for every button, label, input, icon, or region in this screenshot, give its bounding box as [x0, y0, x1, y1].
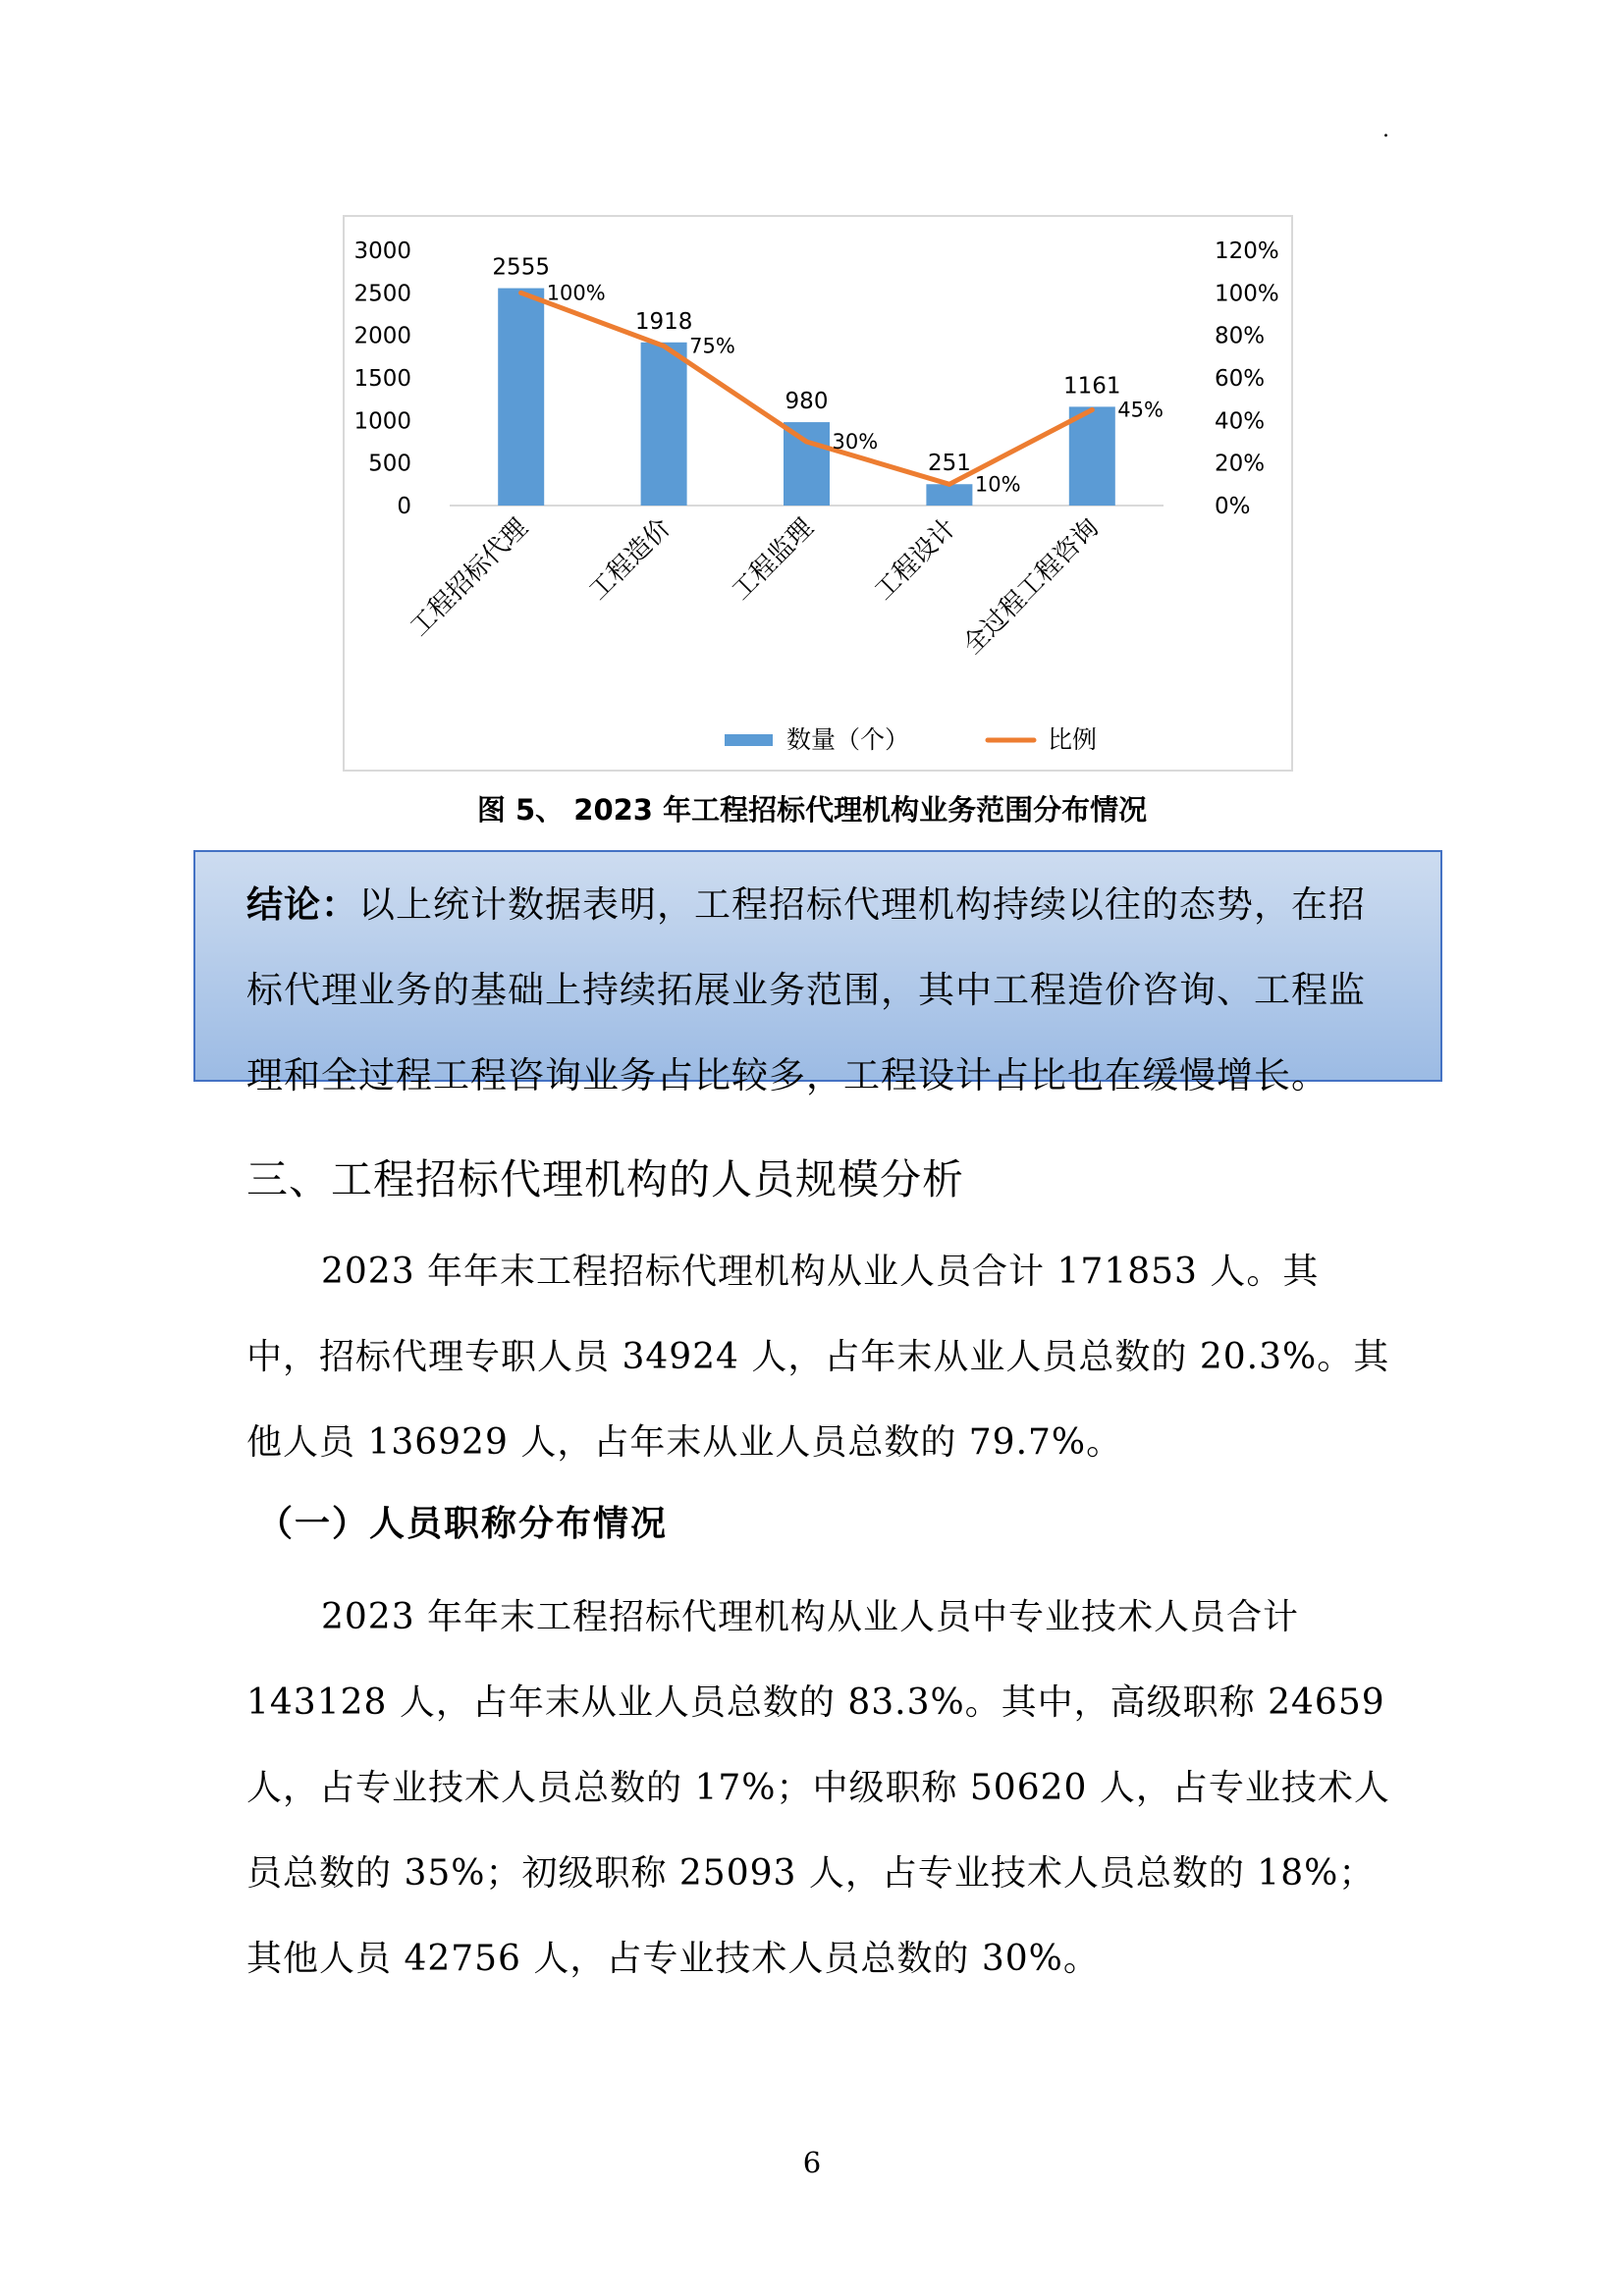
- y-axis-tick-label: 500: [368, 451, 411, 477]
- chart-canvas: [345, 217, 1291, 770]
- figure-caption: 图 5、 2023 年工程招标代理机构业务范围分布情况: [476, 793, 1148, 827]
- legend-bar-swatch: [725, 734, 773, 746]
- line-data-label: 75%: [689, 334, 735, 358]
- y-axis-tick-label: 2000: [353, 323, 411, 349]
- line-data-label: 30%: [832, 430, 879, 454]
- y-axis-tick-label: 1000: [353, 408, 411, 435]
- y-axis-tick-label: 0: [397, 494, 411, 519]
- y-axis-tick-label: 3000: [353, 239, 411, 264]
- conclusion-box: [193, 850, 1442, 1096]
- bar-data-label: 251: [927, 451, 971, 477]
- ratio-point-1: [662, 344, 667, 348]
- line-data-label: 45%: [1117, 398, 1164, 422]
- subsection-title: （一）人员职称分布情况: [257, 1504, 669, 1544]
- bar-2: [784, 422, 830, 506]
- y2-axis-tick-label: 20%: [1215, 451, 1266, 477]
- legend-line-label: 比例: [1048, 725, 1098, 754]
- bar-data-label: 2555: [492, 254, 550, 281]
- conclusion-label: 结论：: [246, 883, 358, 926]
- header-mark: .: [1382, 118, 1389, 142]
- line-data-label: 100%: [546, 281, 606, 305]
- conclusion-text: 以上统计数据表明，工程招标代理机构持续以往的态势，在招标代理业务的基础上持续拓展业务范围，其中工程造价咨询、工程监理和全过程工程咨询业务占比较多，工程设计占比也在缓慢增长。: [246, 883, 1366, 1096]
- y2-axis-tick-label: 60%: [1215, 366, 1266, 392]
- bar-data-label: 980: [785, 389, 829, 415]
- y2-axis-tick-label: 80%: [1215, 323, 1266, 349]
- x-axis-category-label: 工程造价: [583, 512, 677, 607]
- legend-bar-label: 数量（个）: [786, 725, 910, 754]
- business-scope-chart: [343, 215, 1293, 772]
- paragraph-staff-total: 2023 年年末工程招标代理机构从业人员合计 171853 人。其中，招标代理专职人员 34924 人，占年末从业人员总数的 20.3%。其他人员 136929 人，占年末从业人员总数的 79.7%。: [246, 1252, 1390, 1463]
- ratio-point-4: [1090, 407, 1095, 412]
- bar-0: [498, 289, 544, 506]
- x-axis-category-label: 全过程工程咨询: [957, 512, 1106, 661]
- bar-1: [641, 343, 687, 506]
- ratio-point-3: [947, 482, 951, 487]
- y-axis-tick-label: 2500: [353, 281, 411, 307]
- page-number: 6: [802, 2146, 822, 2179]
- y2-axis-tick-label: 120%: [1215, 239, 1279, 264]
- bar-data-label: 1918: [634, 308, 693, 335]
- x-axis-category-label: 工程招标代理: [405, 512, 534, 643]
- bar-data-label: 1161: [1063, 373, 1121, 400]
- y2-axis-tick-label: 100%: [1215, 281, 1279, 307]
- paragraph-title-distribution: 2023 年年末工程招标代理机构从业人员中专业技术人员合计 143128 人，占年末从业人员总数的 83.3%。其中，高级职称 24659 人，占专业技术人员总数的 17%；中级职称 50620 人，占专业技术人员总数的 35%；初级职称 25093 人，占专业技术人员总数的 18%；其他人员 42756 人，占专业技术人员总数的 30%。: [246, 1597, 1390, 1979]
- bar-4: [1069, 406, 1115, 506]
- x-axis-category-label: 工程监理: [726, 512, 820, 607]
- section-title: 三、工程招标代理机构的人员规模分析: [246, 1155, 965, 1203]
- line-data-label: 10%: [974, 472, 1021, 497]
- ratio-point-0: [518, 291, 523, 295]
- ratio-point-2: [804, 440, 809, 445]
- y2-axis-tick-label: 40%: [1215, 408, 1266, 435]
- bar-3: [926, 484, 972, 506]
- x-axis-category-label: 工程设计: [869, 512, 962, 607]
- y2-axis-tick-label: 0%: [1215, 494, 1251, 519]
- y-axis-tick-label: 1500: [353, 366, 411, 392]
